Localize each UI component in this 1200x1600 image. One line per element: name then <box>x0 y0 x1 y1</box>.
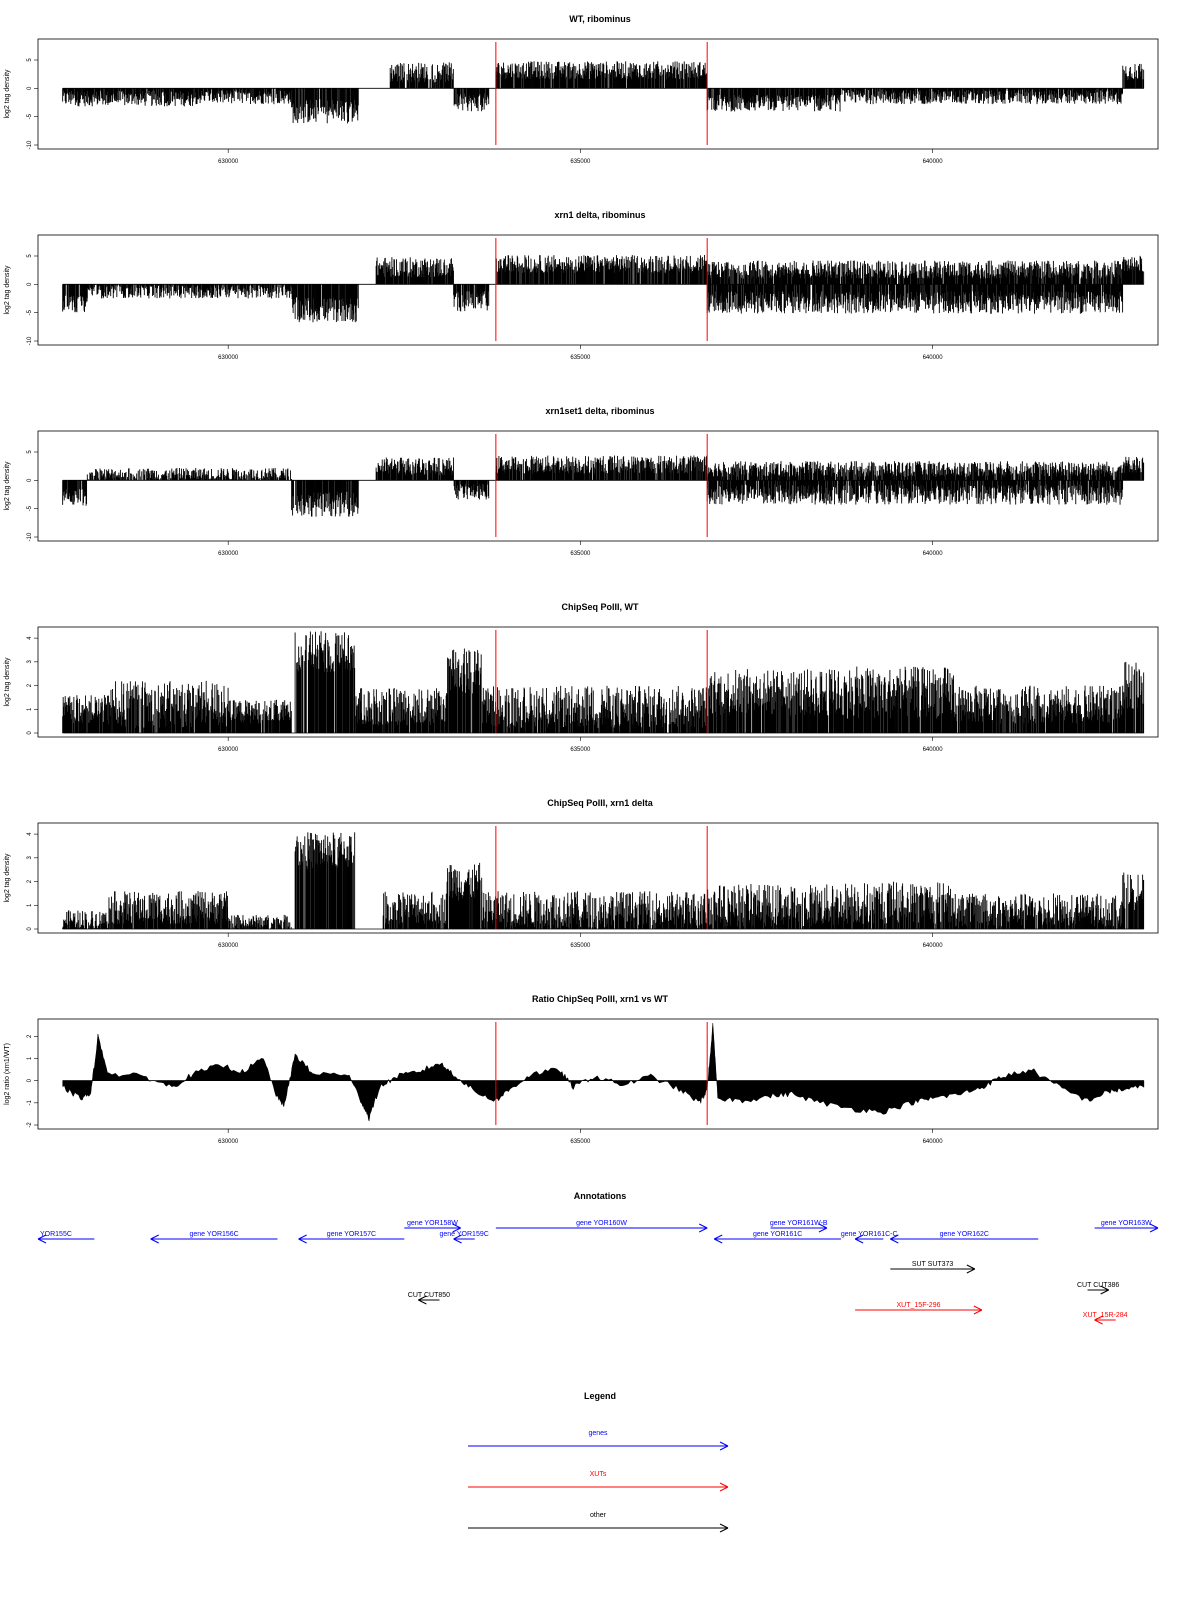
panel-title: xrn1set1 delta, ribominus <box>545 406 655 416</box>
panel-title: xrn1 delta, ribominus <box>554 210 646 220</box>
panel-title: WT, ribominus <box>569 14 631 24</box>
panel-1 <box>4 14 1158 165</box>
y-tick-label: -10 <box>27 140 33 150</box>
y-axis-label: log2 tag density <box>4 265 11 315</box>
x-tick-label: 635000 <box>570 355 591 361</box>
signal-bars <box>63 455 1144 516</box>
x-tick-label: 640000 <box>922 551 943 557</box>
y-axis-label: log2 tag density <box>4 461 11 511</box>
panel-2 <box>4 210 1158 361</box>
signal-bars <box>63 61 1144 123</box>
y-axis-label: log2 tag density <box>4 69 11 119</box>
x-tick-label: 640000 <box>922 355 943 361</box>
y-tick-label: -10 <box>27 336 33 346</box>
x-tick-label: 630000 <box>218 355 239 361</box>
y-tick-label: 5 <box>27 254 33 258</box>
x-tick-label: 630000 <box>218 551 239 557</box>
x-tick-label: 635000 <box>570 551 591 557</box>
y-tick-label: -5 <box>27 505 33 512</box>
x-tick-label: 635000 <box>570 159 591 165</box>
y-tick-label: 0 <box>27 282 33 287</box>
x-tick-label: 630000 <box>218 159 239 165</box>
y-tick-label: -5 <box>27 113 33 120</box>
y-tick-label: 0 <box>27 478 33 483</box>
y-tick-label: 5 <box>27 58 33 62</box>
y-tick-label: 0 <box>27 86 33 91</box>
y-tick-label: -5 <box>27 309 33 316</box>
panel-3 <box>4 406 1158 557</box>
y-tick-label: -10 <box>27 532 33 542</box>
y-tick-label: 5 <box>27 450 33 454</box>
signal-bars <box>63 255 1144 322</box>
x-tick-label: 640000 <box>922 159 943 165</box>
